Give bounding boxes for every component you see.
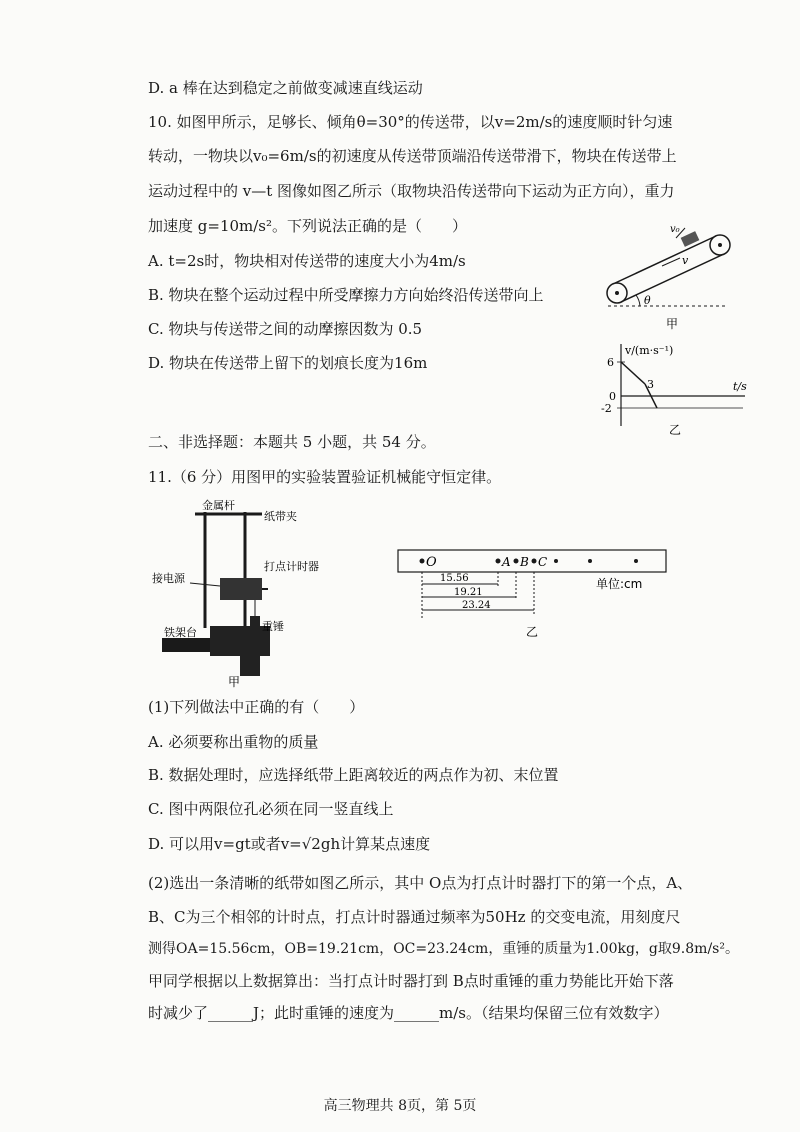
vt-tick-3: 3 [647,378,654,391]
vt-tick-0: 0 [609,390,616,403]
q11-part2-line-3: 测得OA=15.56cm，OB=19.21cm，OC=23.24cm，重锤的质量为1.00kg，g取9.8m/s²。 [148,941,739,957]
tape-unit: 单位:cm [596,577,643,591]
tape-dot-a [496,559,501,564]
apparatus-figure [150,498,350,688]
vt-tick-m2: -2 [601,402,612,415]
vt-graph-figure [595,338,755,438]
q11-stem: 11.（6 分）用图甲的实验装置验证机械能守恒定律。 [148,468,502,486]
tape-dot-4 [554,559,558,563]
timer-box [220,578,262,600]
paper-tape-figure [392,544,672,644]
v-label: v [682,254,689,267]
tape-dot-o [420,559,425,564]
label-rod: 金属杆 [202,499,235,512]
table-block [210,626,270,656]
q11-part2-line-4: 甲同学根据以上数据算出：当打点计时器打到 B点时重锤的重力势能比开始下落 [148,972,674,990]
q11-part2-line-2: B、C为三个相邻的计时点，打点计时器通过频率为50Hz 的交变电流，用刻度尺 [148,908,681,926]
conveyor-belt-figure [588,222,748,332]
tape-dist-ob: 19.21 [454,587,483,598]
tape-caption: 乙 [526,625,539,639]
tape-dot-c [532,559,537,564]
q10-stem-4: 加速度 g=10m/s²。下列说法正确的是（ ） [148,217,468,235]
section-2-heading: 二、非选择题：本题共 5 小题，共 54 分。 [148,433,436,451]
q11-part1-stem: (1)下列做法中正确的有（ ） [148,698,365,716]
q10-option-c: C. 物块与传送带之间的动摩擦因数为 0.5 [148,320,423,338]
q10-option-a: A. t=2s时，物块相对传送带的速度大小为4m/s [148,252,466,270]
vt-tick-6: 6 [607,356,614,369]
page-footer: 高三物理共 8页，第 5页 [323,1098,477,1114]
tape-dot-b [514,559,519,564]
q9-option-d: D. a 棒在达到稳定之前做变减速直线运动 [148,79,423,97]
tape-dist-oc: 23.24 [462,600,491,611]
q10-option-b: B. 物块在整个运动过程中所受摩擦力方向始终沿传送带向上 [148,286,544,304]
tape-dot-5 [588,559,592,563]
label-clip: 纸带夹 [264,510,297,523]
tape-label-c: C [538,555,548,569]
belt-caption: 甲 [666,317,679,331]
label-weight: 重锤 [262,620,284,633]
label-power: 接电源 [152,572,185,585]
tape-label-a: A [502,555,511,569]
q11-part1-option-d: D. 可以用v=gt或者v=√2gh计算某点速度 [148,835,431,853]
q11-part2-line-5: 时减少了______J；此时重锤的速度为______m/s。（结果均保留三位有效数字） [148,1004,669,1022]
q10-stem-1: 10. 如图甲所示，足够长、倾角θ=30°的传送带，以v=2m/s的速度顺时针匀速 [148,113,673,131]
tape-dot-6 [634,559,638,563]
q10-stem-2: 转动，一物块以v₀=6m/s的初速度从传送带顶端沿传送带滑下，物块在传送带上 [148,147,677,165]
q11-part1-option-a: A. 必须要称出重物的质量 [148,733,319,751]
theta-arc [636,295,640,306]
label-stand: 铁架台 [164,626,197,639]
tape-dist-oa: 15.56 [440,573,469,584]
vt-caption: 乙 [669,423,682,437]
vt-xlabel: t/s [733,380,747,393]
q11-part1-option-b: B. 数据处理时，应选择纸带上距离较近的两点作为初、末位置 [148,766,559,784]
apparatus-caption: 甲 [228,675,241,688]
q10-option-d: D. 物块在传送带上留下的划痕长度为16m [148,354,428,372]
theta-label: θ [644,294,651,307]
v0-label: v₀ [670,224,680,235]
vt-line-segment-1 [621,362,645,384]
q10-stem-3: 运动过程中的 v—t 图像如图乙所示（取物块沿传送带向下运动为正方向），重力 [148,182,675,200]
vt-ylabel: v/(m·s⁻¹) [625,344,674,357]
q11-part2-line-1: (2)选出一条清晰的纸带如图乙所示，其中 O点为打点计时器打下的第一个点，A、 [148,874,693,892]
label-timer: 打点计时器 [264,560,319,573]
tape-label-o: O [426,555,437,570]
belt-top-line [613,236,716,284]
tape-label-b: B [520,555,529,569]
q11-part1-option-c: C. 图中两限位孔必须在同一竖直线上 [148,800,394,818]
